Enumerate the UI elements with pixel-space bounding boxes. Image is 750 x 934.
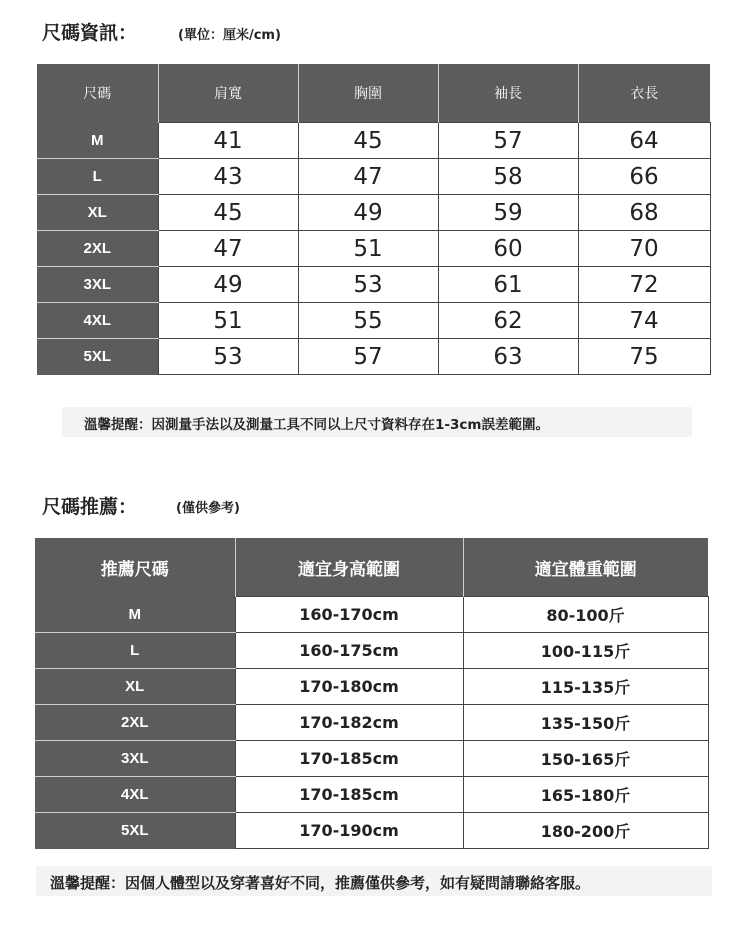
table-row [35, 813, 708, 849]
table-row [37, 123, 710, 159]
chest-value: 53 [298, 267, 438, 303]
table-row [35, 777, 708, 813]
height-range: 170-185cm [235, 741, 463, 777]
column-header: 適宜身高範圍 [235, 538, 463, 597]
size-label: 3XL [35, 741, 235, 777]
table-row [35, 705, 708, 741]
chest-value: 51 [298, 231, 438, 267]
height-range: 160-175cm [235, 633, 463, 669]
length-value: 75 [578, 339, 710, 375]
chest-value: 57 [298, 339, 438, 375]
height-range: 170-185cm [235, 777, 463, 813]
length-value: 72 [578, 267, 710, 303]
weight-range: 80-100斤 [463, 597, 708, 633]
height-range: 170-180cm [235, 669, 463, 705]
unit-note: (單位：厘米/cm) [178, 28, 281, 43]
length-value: 66 [578, 159, 710, 195]
table-row [37, 159, 710, 195]
table-row [37, 267, 710, 303]
height-range: 160-170cm [235, 597, 463, 633]
shoulder-value: 41 [158, 123, 298, 159]
size-chart-table [37, 64, 711, 375]
recommendation-reminder: 溫馨提醒：因個人體型以及穿著喜好不同，推薦僅供參考，如有疑問請聯絡客服。 [50, 874, 591, 892]
size-label: 4XL [37, 303, 158, 339]
height-range: 170-190cm [235, 813, 463, 849]
sleeve-value: 60 [438, 231, 578, 267]
chest-value: 55 [298, 303, 438, 339]
chest-value: 45 [298, 123, 438, 159]
sleeve-value: 58 [438, 159, 578, 195]
shoulder-value: 51 [158, 303, 298, 339]
sleeve-value: 61 [438, 267, 578, 303]
weight-range: 135-150斤 [463, 705, 708, 741]
chest-value: 47 [298, 159, 438, 195]
table-row [37, 303, 710, 339]
size-label: 2XL [37, 231, 158, 267]
shoulder-value: 43 [158, 159, 298, 195]
size-recommendation-table [35, 538, 709, 849]
length-value: 70 [578, 231, 710, 267]
size-label: 2XL [35, 705, 235, 741]
weight-range: 100-115斤 [463, 633, 708, 669]
size-label: M [35, 597, 235, 633]
size-info-title: 尺碼資訊： [42, 22, 138, 44]
sleeve-value: 62 [438, 303, 578, 339]
size-label: 4XL [35, 777, 235, 813]
column-header: 適宜體重範圍 [463, 538, 708, 597]
shoulder-value: 53 [158, 339, 298, 375]
table-header-row [35, 538, 708, 597]
table-header-row [37, 64, 710, 123]
sleeve-value: 59 [438, 195, 578, 231]
column-header: 衣長 [578, 64, 710, 123]
column-header: 胸圍 [298, 64, 438, 123]
shoulder-value: 49 [158, 267, 298, 303]
table-row [35, 669, 708, 705]
table-row [37, 195, 710, 231]
length-value: 74 [578, 303, 710, 339]
column-header: 袖長 [438, 64, 578, 123]
size-label: M [37, 123, 158, 159]
weight-range: 115-135斤 [463, 669, 708, 705]
weight-range: 165-180斤 [463, 777, 708, 813]
size-label: XL [37, 195, 158, 231]
size-label: XL [35, 669, 235, 705]
height-range: 170-182cm [235, 705, 463, 741]
weight-range: 150-165斤 [463, 741, 708, 777]
size-label: 3XL [37, 267, 158, 303]
size-label: 5XL [35, 813, 235, 849]
sleeve-value: 57 [438, 123, 578, 159]
sleeve-value: 63 [438, 339, 578, 375]
size-label: 5XL [37, 339, 158, 375]
column-header: 肩寬 [158, 64, 298, 123]
size-label: L [37, 159, 158, 195]
shoulder-value: 45 [158, 195, 298, 231]
measurement-reminder: 溫馨提醒：因測量手法以及測量工具不同以上尺寸資料存在1-3cm誤差範圍。 [84, 417, 549, 433]
length-value: 68 [578, 195, 710, 231]
column-header: 推薦尺碼 [35, 538, 235, 597]
column-header: 尺碼 [37, 64, 158, 123]
recommendation-title: 尺碼推薦： [42, 496, 138, 518]
table-row [37, 339, 710, 375]
table-row [35, 597, 708, 633]
reference-note: (僅供參考) [176, 501, 240, 516]
table-row [35, 633, 708, 669]
length-value: 64 [578, 123, 710, 159]
weight-range: 180-200斤 [463, 813, 708, 849]
table-row [35, 741, 708, 777]
size-label: L [35, 633, 235, 669]
chest-value: 49 [298, 195, 438, 231]
shoulder-value: 47 [158, 231, 298, 267]
table-row [37, 231, 710, 267]
